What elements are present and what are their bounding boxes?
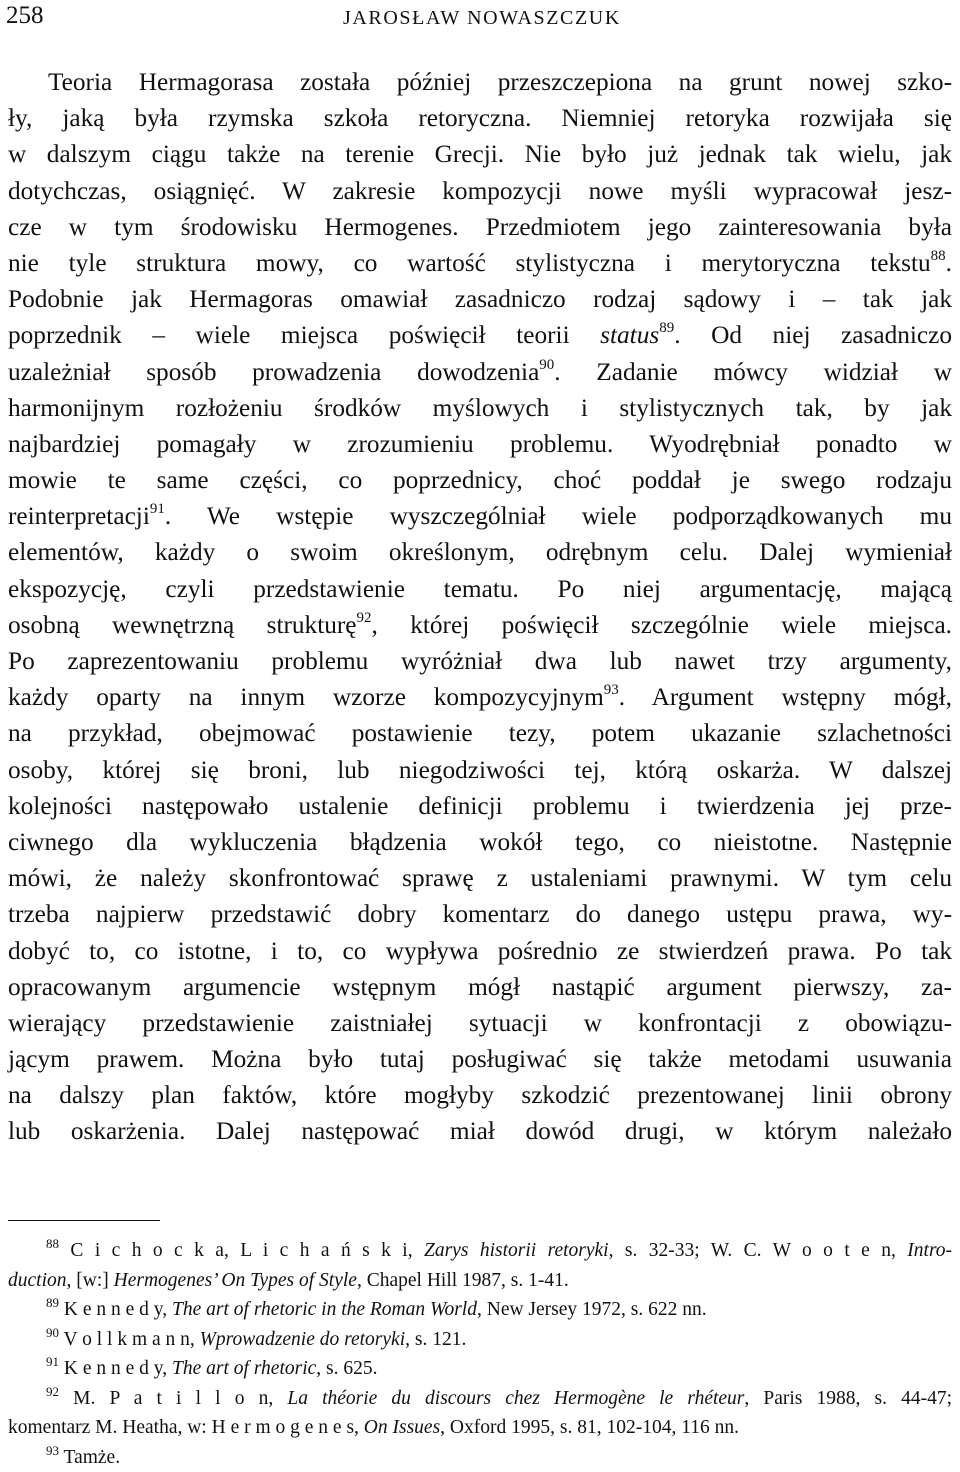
text-run: M. [73, 1388, 109, 1409]
work-title: Wprowadzenie do retoryki [200, 1329, 405, 1350]
footnote-93 [8, 1443, 952, 1472]
page-number: 258 [6, 2, 44, 30]
text-run: Tamże. [64, 1447, 121, 1468]
footnote-number: 91 [46, 1354, 59, 1369]
work-title: The art of rhetoric [172, 1358, 316, 1379]
text-line: najbardziej pomagały w zrozumieniu problemu. Wyodrębniał ponadto w [8, 426, 952, 462]
author-name: H e r m o g e n e s [212, 1417, 354, 1438]
work-title: Hermogenes’ On Types of Style [114, 1270, 357, 1291]
text-line [8, 607, 952, 643]
footnote-92-cont [8, 1413, 952, 1443]
author-name: P a t i l l o n [109, 1388, 268, 1409]
text-line: w dalszym ciągu także na terenie Grecji. Nie było już jednak tak wielu, jak [8, 136, 952, 172]
text-run: , której poświęcił szczególnie wiele miejsca. [372, 611, 952, 639]
text-run: , s. 121. [405, 1329, 466, 1350]
footnote-separator [8, 1220, 160, 1221]
text-run: , Paris 1988, s. 44-47; [744, 1388, 952, 1409]
text-line: elementów, każdy o swoim określonym, odrębnym celu. Dalej wymieniał [8, 534, 952, 570]
text-run: , Chapel Hill 1987, s. 1-41. [357, 1270, 569, 1291]
text-run: , [354, 1417, 364, 1438]
footnote-ref: 93 [604, 682, 619, 698]
text-line: Po zaprezentowaniu problemu wyróżniał dwa lub nawet trzy argumenty, [8, 643, 952, 679]
term-status: status [600, 321, 659, 349]
footnote-ref: 88 [931, 248, 946, 264]
footnotes [8, 1236, 952, 1472]
text-line: jącym prawem. Można było tutaj posługiwać się także metodami usuwania [8, 1041, 952, 1077]
text-run: , [224, 1240, 240, 1261]
author-name: C i c h o c k a [70, 1240, 224, 1261]
footnote-ref: 90 [539, 357, 554, 373]
text-run: , Oxford 1995, s. 81, 102-104, 116 nn. [440, 1417, 739, 1438]
text-line: Podobnie jak Hermagoras omawiał zasadniczo rodzaj sądowy i – tak jak [8, 281, 952, 317]
text-run: osobną wewnętrzną strukturę [8, 611, 357, 639]
footnote-number: 89 [46, 1295, 59, 1310]
footnote-ref: 92 [357, 610, 372, 626]
text-run: poprzednik – wiele miejsca poświęcił teorii [8, 321, 600, 349]
text-run: , [162, 1299, 172, 1320]
text-line: opracowanym argumencie wstępnym mógł nastąpić argument pierwszy, za- [8, 969, 952, 1005]
text-line: ciwnego dla wykluczenia błądzenia wokół tego, co nieistotne. Następnie [8, 824, 952, 860]
text-line: mowie te same części, co poprzednicy, choć poddał je swego rodzaju [8, 462, 952, 498]
footnote-90 [8, 1325, 952, 1355]
text-run: . We wstępie wyszczególniał wiele podporządkowanych mu [165, 502, 952, 530]
footnote-number: 92 [46, 1384, 59, 1399]
text-run: . [946, 249, 952, 277]
text-run: , [408, 1240, 424, 1261]
text-line [8, 245, 952, 281]
running-head: JAROSŁAW NOWASZCZUK [343, 7, 621, 30]
author-name: K e n n e d y [64, 1299, 162, 1320]
footnote-92 [8, 1384, 952, 1414]
text-run: nie tyle struktura mowy, co wartość stylistyczna i merytoryczna tekstu [8, 249, 931, 277]
text-line: osoby, której się broni, lub niegodziwości tej, którą oskarża. W dalszej [8, 752, 952, 788]
text-line: dobyć to, co istotne, i to, co wypływa pośrednio ze stwierdzeń prawa. Po tak [8, 933, 952, 969]
text-run: , [162, 1358, 172, 1379]
text-run: uzależniał sposób prowadzenia dowodzenia [8, 358, 539, 386]
body-text [8, 64, 952, 1150]
text-run: . Od niej zasadniczo [674, 321, 952, 349]
text-run: reinterpretacji [8, 502, 150, 530]
work-title: duction [8, 1270, 67, 1291]
text-line [8, 679, 952, 715]
text-run: , [891, 1240, 907, 1261]
text-line: cze w tym środowisku Hermogenes. Przedmiotem jego zainteresowania była [8, 209, 952, 245]
work-title: The art of rhetoric in the Roman World [172, 1299, 477, 1320]
footnote-89 [8, 1295, 952, 1325]
text-line [8, 354, 952, 390]
text-run: każdy oparty na innym wzorze kompozycyjnym [8, 683, 604, 711]
text-run: , [190, 1329, 200, 1350]
text-line: kolejności następowało ustalenie definicji problemu i twierdzenia jej prze- [8, 788, 952, 824]
footnote-number: 90 [46, 1325, 59, 1340]
author-name: V o l l k m a n n [64, 1329, 190, 1350]
footnote-88 [8, 1236, 952, 1266]
work-title: On Issues [364, 1417, 440, 1438]
footnote-88-cont [8, 1266, 952, 1296]
text-line [8, 498, 952, 534]
footnote-91 [8, 1354, 952, 1384]
text-line: wierający przedstawienie zaistniałej sytuacji w konfrontacji z obowiązu- [8, 1005, 952, 1041]
author-name: K e n n e d y [64, 1358, 162, 1379]
text-run: , New Jersey 1972, s. 622 nn. [477, 1299, 707, 1320]
footnote-number: 93 [46, 1443, 59, 1458]
footnote-number: 88 [46, 1236, 59, 1251]
text-line [8, 317, 952, 353]
page-header [0, 0, 960, 40]
text-line: mówi, że należy skonfrontować sprawę z ustaleniami prawnymi. W tym celu [8, 860, 952, 896]
author-name: L i c h a ń s k i [240, 1240, 407, 1261]
text-run: , s. 625. [316, 1358, 377, 1379]
text-run: . Argument wstępny mógł, [619, 683, 952, 711]
text-line: na dalszy plan faktów, które mogłyby szkodzić prezentowanej linii obrony [8, 1077, 952, 1113]
text-run: , [268, 1388, 287, 1409]
text-line: ły, jaką była rzymska szkoła retoryczna. Niemniej retoryka rozwijała się [8, 100, 952, 136]
text-line: lub oskarżenia. Dalej następować miał dowód drugi, w którym należało [8, 1113, 952, 1149]
text-run: . Zadanie mówcy widział w [554, 358, 952, 386]
work-title: Zarys historii retoryki [424, 1240, 609, 1261]
text-run: komentarz M. Heatha, w: [8, 1417, 212, 1438]
text-line: harmonijnym rozłożeniu środków myślowych i stylistycznych tak, by jak [8, 390, 952, 426]
footnote-ref: 89 [659, 320, 674, 336]
text-line: dotychczas, osiągnięć. W zakresie kompozycji nowe myśli wypracował jesz- [8, 173, 952, 209]
work-title: Intro- [907, 1240, 952, 1261]
author-name: W o o t e n [773, 1240, 891, 1261]
work-title: La théorie du discours chez Hermogène le rhéteur [287, 1388, 744, 1409]
footnote-ref: 91 [150, 501, 165, 517]
text-run: , [w:] [67, 1270, 114, 1291]
text-line: Teoria Hermagorasa została później przeszczepiona na grunt nowej szko- [8, 64, 952, 100]
text-line: trzeba najpierw przedstawić dobry komentarz do danego ustępu prawa, wy- [8, 896, 952, 932]
text-run: , s. 32-33; W. C. [609, 1240, 773, 1261]
text-line: ekspozycję, czyli przedstawienie tematu. Po niej argumentację, mającą [8, 571, 952, 607]
text-line: na przykład, obejmować postawienie tezy, potem ukazanie szlachetności [8, 715, 952, 751]
